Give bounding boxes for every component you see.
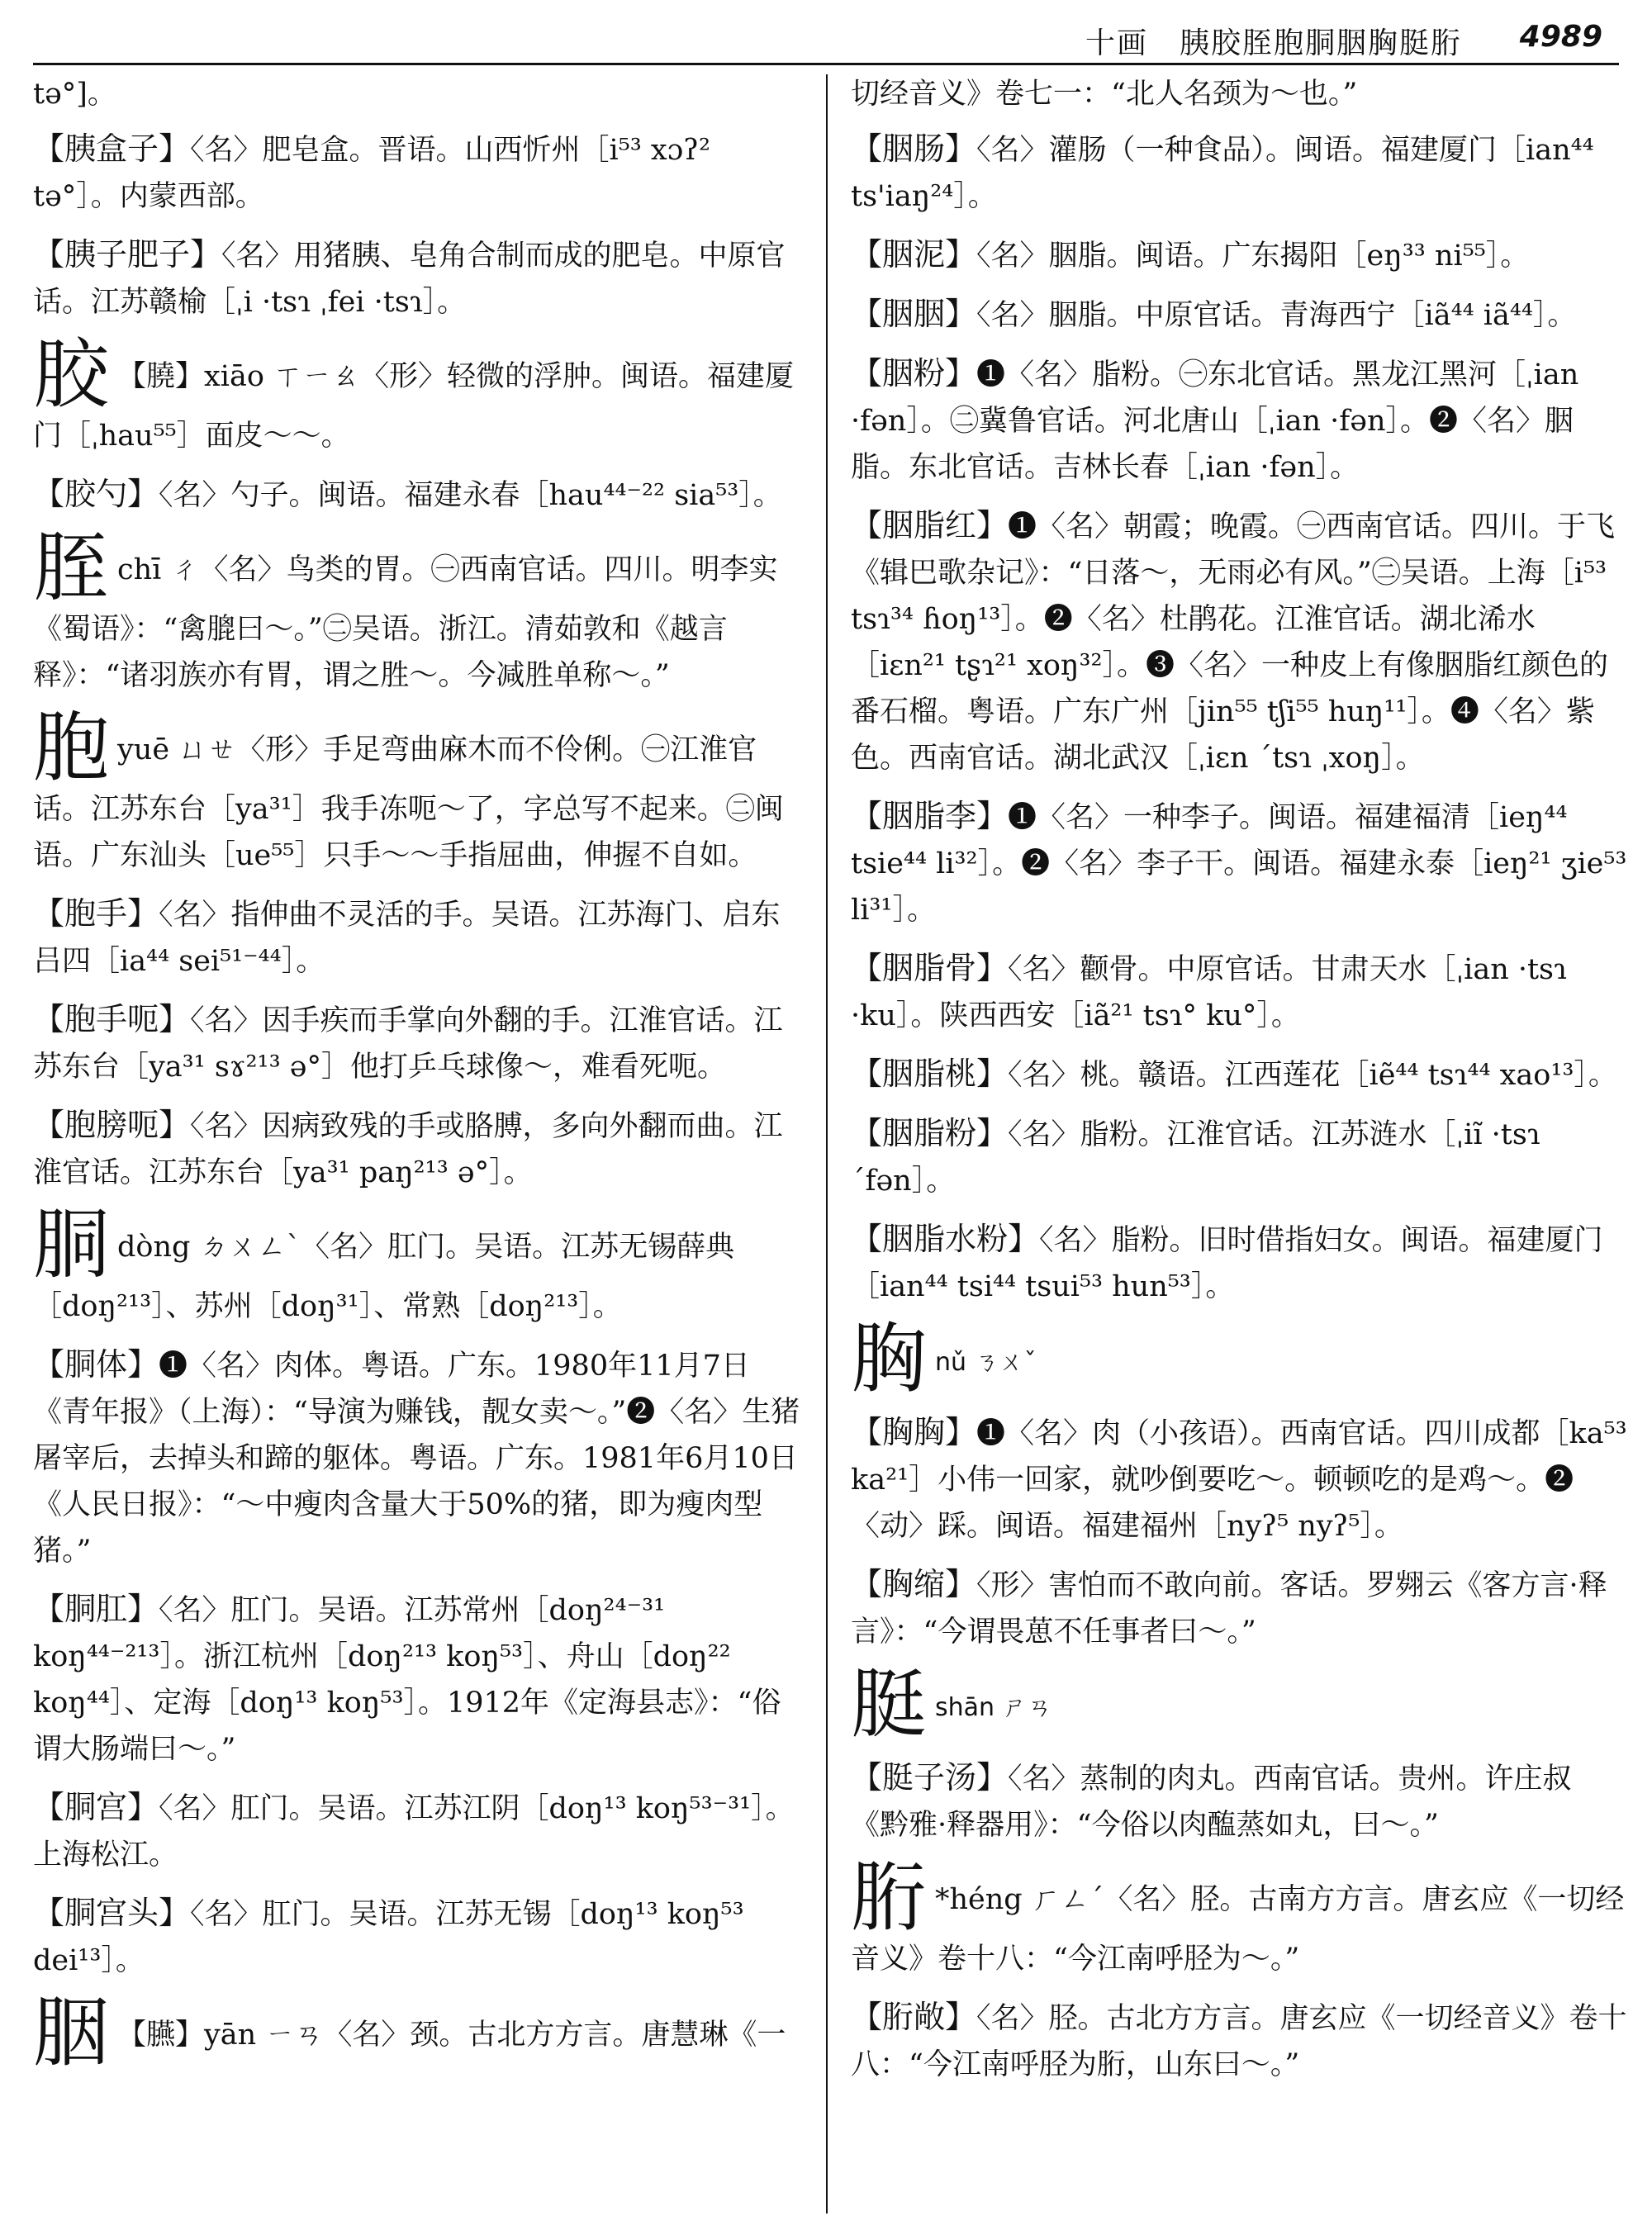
head-character: 脡 <box>851 1660 928 1748</box>
entry-definition: 〈名〉脂粉。江淮官话。江苏涟水［ˌiĩ ·tsɿ ˊfən］。 <box>851 1118 1540 1198</box>
entry-headword: 【胭脂水粉】 <box>851 1221 1040 1257</box>
page-header <box>33 13 1619 65</box>
head-character-entry <box>33 1201 801 1330</box>
head-character: 胶 <box>33 330 110 419</box>
entry-headword: 【胰子肥子】 <box>33 236 222 273</box>
head-character-entry <box>33 1989 801 2077</box>
entry-definition: 〈名〉因病致残的手或胳膊，多向外翻而曲。江淮官话。江苏东台［ya³¹ paŋ²¹³ ə°］。 <box>33 1110 783 1189</box>
entry-headword: 【胭粉】 <box>851 355 977 391</box>
entry-headword: 【胶勺】 <box>33 476 159 512</box>
entry <box>851 1216 1627 1310</box>
head-character: 胴 <box>33 1201 110 1289</box>
entry-definition: ❶〈名〉一种李子。闽语。福建福清［ieŋ⁴⁴ tsie⁴⁴ li³²］。❷〈名〉李子干。闽语。福建永泰［ieŋ²¹ ʒie⁵³ li³¹］。 <box>851 801 1627 927</box>
entry-definition: 〈名〉指伸曲不灵活的手。吴语。江苏海门、启东吕四［ia⁴⁴ sei⁵¹⁻⁴⁴］。 <box>33 899 781 978</box>
entry <box>33 471 801 519</box>
entry <box>33 1586 801 1772</box>
entry-headword: 【胭脂李】 <box>851 798 1009 834</box>
entry-headword: 【胰盒子】 <box>33 130 191 167</box>
header-section-title: 十画 胰胶胵胞胴胭胸脡胻 <box>1085 26 1462 60</box>
entry-headword: 【胞膀呃】 <box>33 1107 191 1143</box>
head-character: 胸 <box>851 1315 928 1403</box>
entry <box>33 1102 801 1196</box>
entry-headword: 【胸缩】 <box>851 1566 977 1602</box>
entry-headword: 【胭泥】 <box>851 236 977 273</box>
continued-text: 切经音义》卷七一：“北人名颈为～也。” <box>851 78 1358 111</box>
entry-definition: 〈名〉因手疾而手掌向外翻的手。江淮官话。江苏东台［ya³¹ sɤ²¹³ ə°］他打乒乓球像～，难看死呃。 <box>33 1004 783 1084</box>
page-number: 4989 <box>1519 20 1602 54</box>
entry-headword: 【脡子汤】 <box>851 1759 1009 1796</box>
entry-headword: 【胞手】 <box>33 895 159 932</box>
head-definition: yuē ㄩㄝ〈形〉手足弯曲麻木而不伶俐。㊀江淮官话。江苏东台［ya³¹］我手冻呃～了，字总写不起来。㊁闽语。广东汕头［ue⁵⁵］只手～～手指屈曲，伸握不自如。 <box>33 733 784 872</box>
entry-definition: 〈名〉桃。赣语。江西莲花［iẽ⁴⁴ tsɿ⁴⁴ xao¹³］。 <box>1008 1059 1617 1092</box>
head-character: 胵 <box>33 524 110 612</box>
entry <box>33 996 801 1090</box>
head-character-entry <box>33 524 801 699</box>
head-definition: dòng ㄉㄨㄥˋ〈名〉肛门。吴语。江苏无锡薛典［doŋ²¹³］、苏州［doŋ³¹］、常熟［doŋ²¹³］。 <box>33 1231 735 1323</box>
entry-definition: 〈名〉肥皂盒。晋语。山西忻州［i⁵³ xɔʔ² tə°］。内蒙西部。 <box>33 134 711 213</box>
entry-definition: 〈名〉肛门。吴语。江苏江阴［doŋ¹³ koŋ⁵³⁻³¹］。上海松江。 <box>33 1792 795 1872</box>
entry <box>33 1890 801 1984</box>
head-character: 胭 <box>33 1989 110 2077</box>
entry-headword: 【胴宫】 <box>33 1789 159 1825</box>
entry <box>851 350 1627 491</box>
continued-text: tə°]。 <box>33 78 116 111</box>
entry-headword: 【胭脂桃】 <box>851 1056 1009 1092</box>
head-character-entry <box>33 330 801 459</box>
entry <box>851 1110 1627 1204</box>
entry <box>851 1051 1627 1098</box>
entry <box>851 793 1627 933</box>
entry-definition: 〈名〉肛门。吴语。江苏常州［doŋ²⁴⁻³¹ koŋ⁴⁴⁻²¹³］。浙江杭州［doŋ²¹³ koŋ⁵³］、舟山［doŋ²² koŋ⁴⁴］、定海［doŋ¹³ koŋ⁵³］。1912年《定海县志》：“俗谓大肠端曰～。” <box>33 1594 781 1766</box>
entry <box>851 1994 1627 2088</box>
entry-headword: 【胭脂红】 <box>851 507 1009 543</box>
entry-definition: ❶〈名〉肉（小孩语）。西南官话。四川成都［ka⁵³ ka²¹］小伟一回家，就吵倒要吃～。顿顿吃的是鸡～。❷〈动〉踩。闽语。福建福州［nyʔ⁵ nyʔ⁵］。 <box>851 1417 1627 1543</box>
entry <box>851 1754 1627 1848</box>
entry <box>851 1561 1627 1655</box>
entry-headword: 【胴宫头】 <box>33 1895 191 1931</box>
entry <box>851 502 1627 781</box>
entry-definition: 〈名〉胭脂。中原官话。青海西宁［iã⁴⁴ iã⁴⁴］。 <box>976 299 1577 332</box>
entry-definition: 〈名〉胭脂。闽语。广东揭阳［eŋ³³ ni⁵⁵］。 <box>976 240 1530 273</box>
entry-definition: 〈名〉勺子。闽语。福建永春［hau⁴⁴⁻²² sia⁵³］。 <box>159 479 782 512</box>
entry-definition: 〈名〉肛门。吴语。江苏无锡［doŋ¹³ koŋ⁵³ dei¹³］。 <box>33 1898 744 1977</box>
head-character-entry <box>33 704 801 879</box>
entry-definition: 〈名〉用猪胰、皂角合制而成的肥皂。中原官话。江苏赣榆［ˌi ·tsɿ ˌfei ·tsɿ］。 <box>33 240 786 319</box>
head-definition: 【臙】yān ㄧㄢ〈名〉颈。古北方方言。唐慧琳《一 <box>117 2019 786 2052</box>
entry-headword: 【胭胭】 <box>851 296 977 332</box>
head-character: 胻 <box>851 1853 928 1942</box>
entry-definition: 〈名〉颧骨。中原官话。甘肃天水［ˌian ·tsɿ ·ku］。陕西西安［iã²¹ tsɿ° ku°］。 <box>851 953 1567 1032</box>
entry-definition: 〈名〉蒸制的肉丸。西南官话。贵州。许庄叔《黔雅·释器用》：“今俗以肉醢蒸如丸，曰～。” <box>851 1763 1572 1842</box>
entry <box>851 291 1627 339</box>
head-pinyin: shān ㄕㄢ <box>935 1693 1052 1722</box>
entry-headword: 【胞手呃】 <box>33 1001 191 1037</box>
head-character: 胞 <box>33 704 110 792</box>
entry-headword: 【胭肠】 <box>851 130 977 167</box>
entry-headword: 【胸胸】 <box>851 1414 977 1450</box>
head-character-entry <box>851 1853 1627 1982</box>
head-definition: *héng ㄏㄥˊ〈名〉胫。古南方方言。唐玄应《一切经音义》卷十八：“今江南呼胫为～。” <box>851 1883 1625 1976</box>
right-column <box>851 71 1627 2100</box>
entry <box>33 890 801 985</box>
entry-headword: 【胴肛】 <box>33 1591 159 1627</box>
entry-headword: 【胭脂骨】 <box>851 950 1009 986</box>
entry-headword: 【胴体】 <box>33 1346 159 1383</box>
head-pinyin: nǔ ㄋㄨˇ <box>935 1348 1037 1377</box>
head-definition: 【膮】xiāo ㄒㄧㄠ〈形〉轻微的浮肿。闽语。福建厦门［ˌhau⁵⁵］面皮～～。 <box>33 360 795 453</box>
entry-definition: 〈形〉害怕而不敢向前。客话。罗翙云《客方言·释言》：“今谓畏葸不任事者曰～。” <box>851 1569 1607 1649</box>
entry-definition: ❶〈名〉肉体。粤语。广东。1980年11月7日《青年报》（上海）：“导演为赚钱，靓女卖～。”❷〈名〉生猪屠宰后，去掉头和蹄的躯体。粤语。广东。1981年6月10日《人民日报》：“～中瘦肉含量大于50%的猪，即为瘦肉型猪。” <box>33 1350 800 1568</box>
head-definition: chī ㄔ〈名〉鸟类的胃。㊀西南官话。四川。明李实《蜀语》：“禽膍曰～。”㊁吴语。浙江。清茹敦和《越言释》：“诸羽族亦有胃，谓之胜～。今减胜单称～。” <box>33 553 778 692</box>
entry-definition: 〈名〉灌肠（一种食品）。闽语。福建厦门［ian⁴⁴ ts'iaŋ²⁴］。 <box>851 134 1594 213</box>
entry-definition: 〈名〉脂粉。旧时借指妇女。闽语。福建厦门［ian⁴⁴ tsi⁴⁴ tsui⁵³ hun⁵³］。 <box>851 1224 1603 1303</box>
entry <box>851 231 1627 279</box>
entry-definition: 〈名〉胫。古北方方言。唐玄应《一切经音义》卷十八：“今江南呼胫为胻，山东曰～。” <box>851 2002 1627 2081</box>
entry <box>33 126 801 220</box>
head-character-entry <box>851 1315 1627 1403</box>
entry-headword: 【胻敞】 <box>851 1999 977 2035</box>
entry <box>851 126 1627 220</box>
entry-headword: 【胭脂粉】 <box>851 1115 1009 1151</box>
left-column <box>33 71 801 2083</box>
entry <box>33 231 801 325</box>
head-character-entry <box>851 1660 1627 1748</box>
entry <box>851 945 1627 1039</box>
entry <box>33 1341 801 1574</box>
entry <box>33 1784 801 1878</box>
entry-definition: ❶〈名〉朝霞；晚霞。㊀西南官话。四川。于飞《辑巴歌杂记》：“日落～，无雨必有风。”㊁吴语。上海［i⁵³ tsɿ³⁴ ɦoŋ¹³］。❷〈名〉杜鹃花。江淮官话。湖北浠水［iɛn²¹ tʂɿ²¹ xoŋ³²］。❸〈名〉一种皮上有像胭脂红颜色的番石榴。粤语。广东广州［jin⁵⁵ tʃi⁵⁵ huŋ¹¹］。❹〈名〉紫色。西南官话。湖北武汉［ˌiɛn ˊtsɿ ˌxoŋ］。 <box>851 510 1616 775</box>
entry-definition: ❶〈名〉脂粉。㊀东北官话。黑龙江黑河［ˌian ·fən］。㊁冀鲁官话。河北唐山［ˌian ·fən］。❷〈名〉胭脂。东北官话。吉林长春［ˌian ·fən］。 <box>851 358 1579 484</box>
entry <box>851 1409 1627 1549</box>
column-divider <box>826 74 828 2213</box>
